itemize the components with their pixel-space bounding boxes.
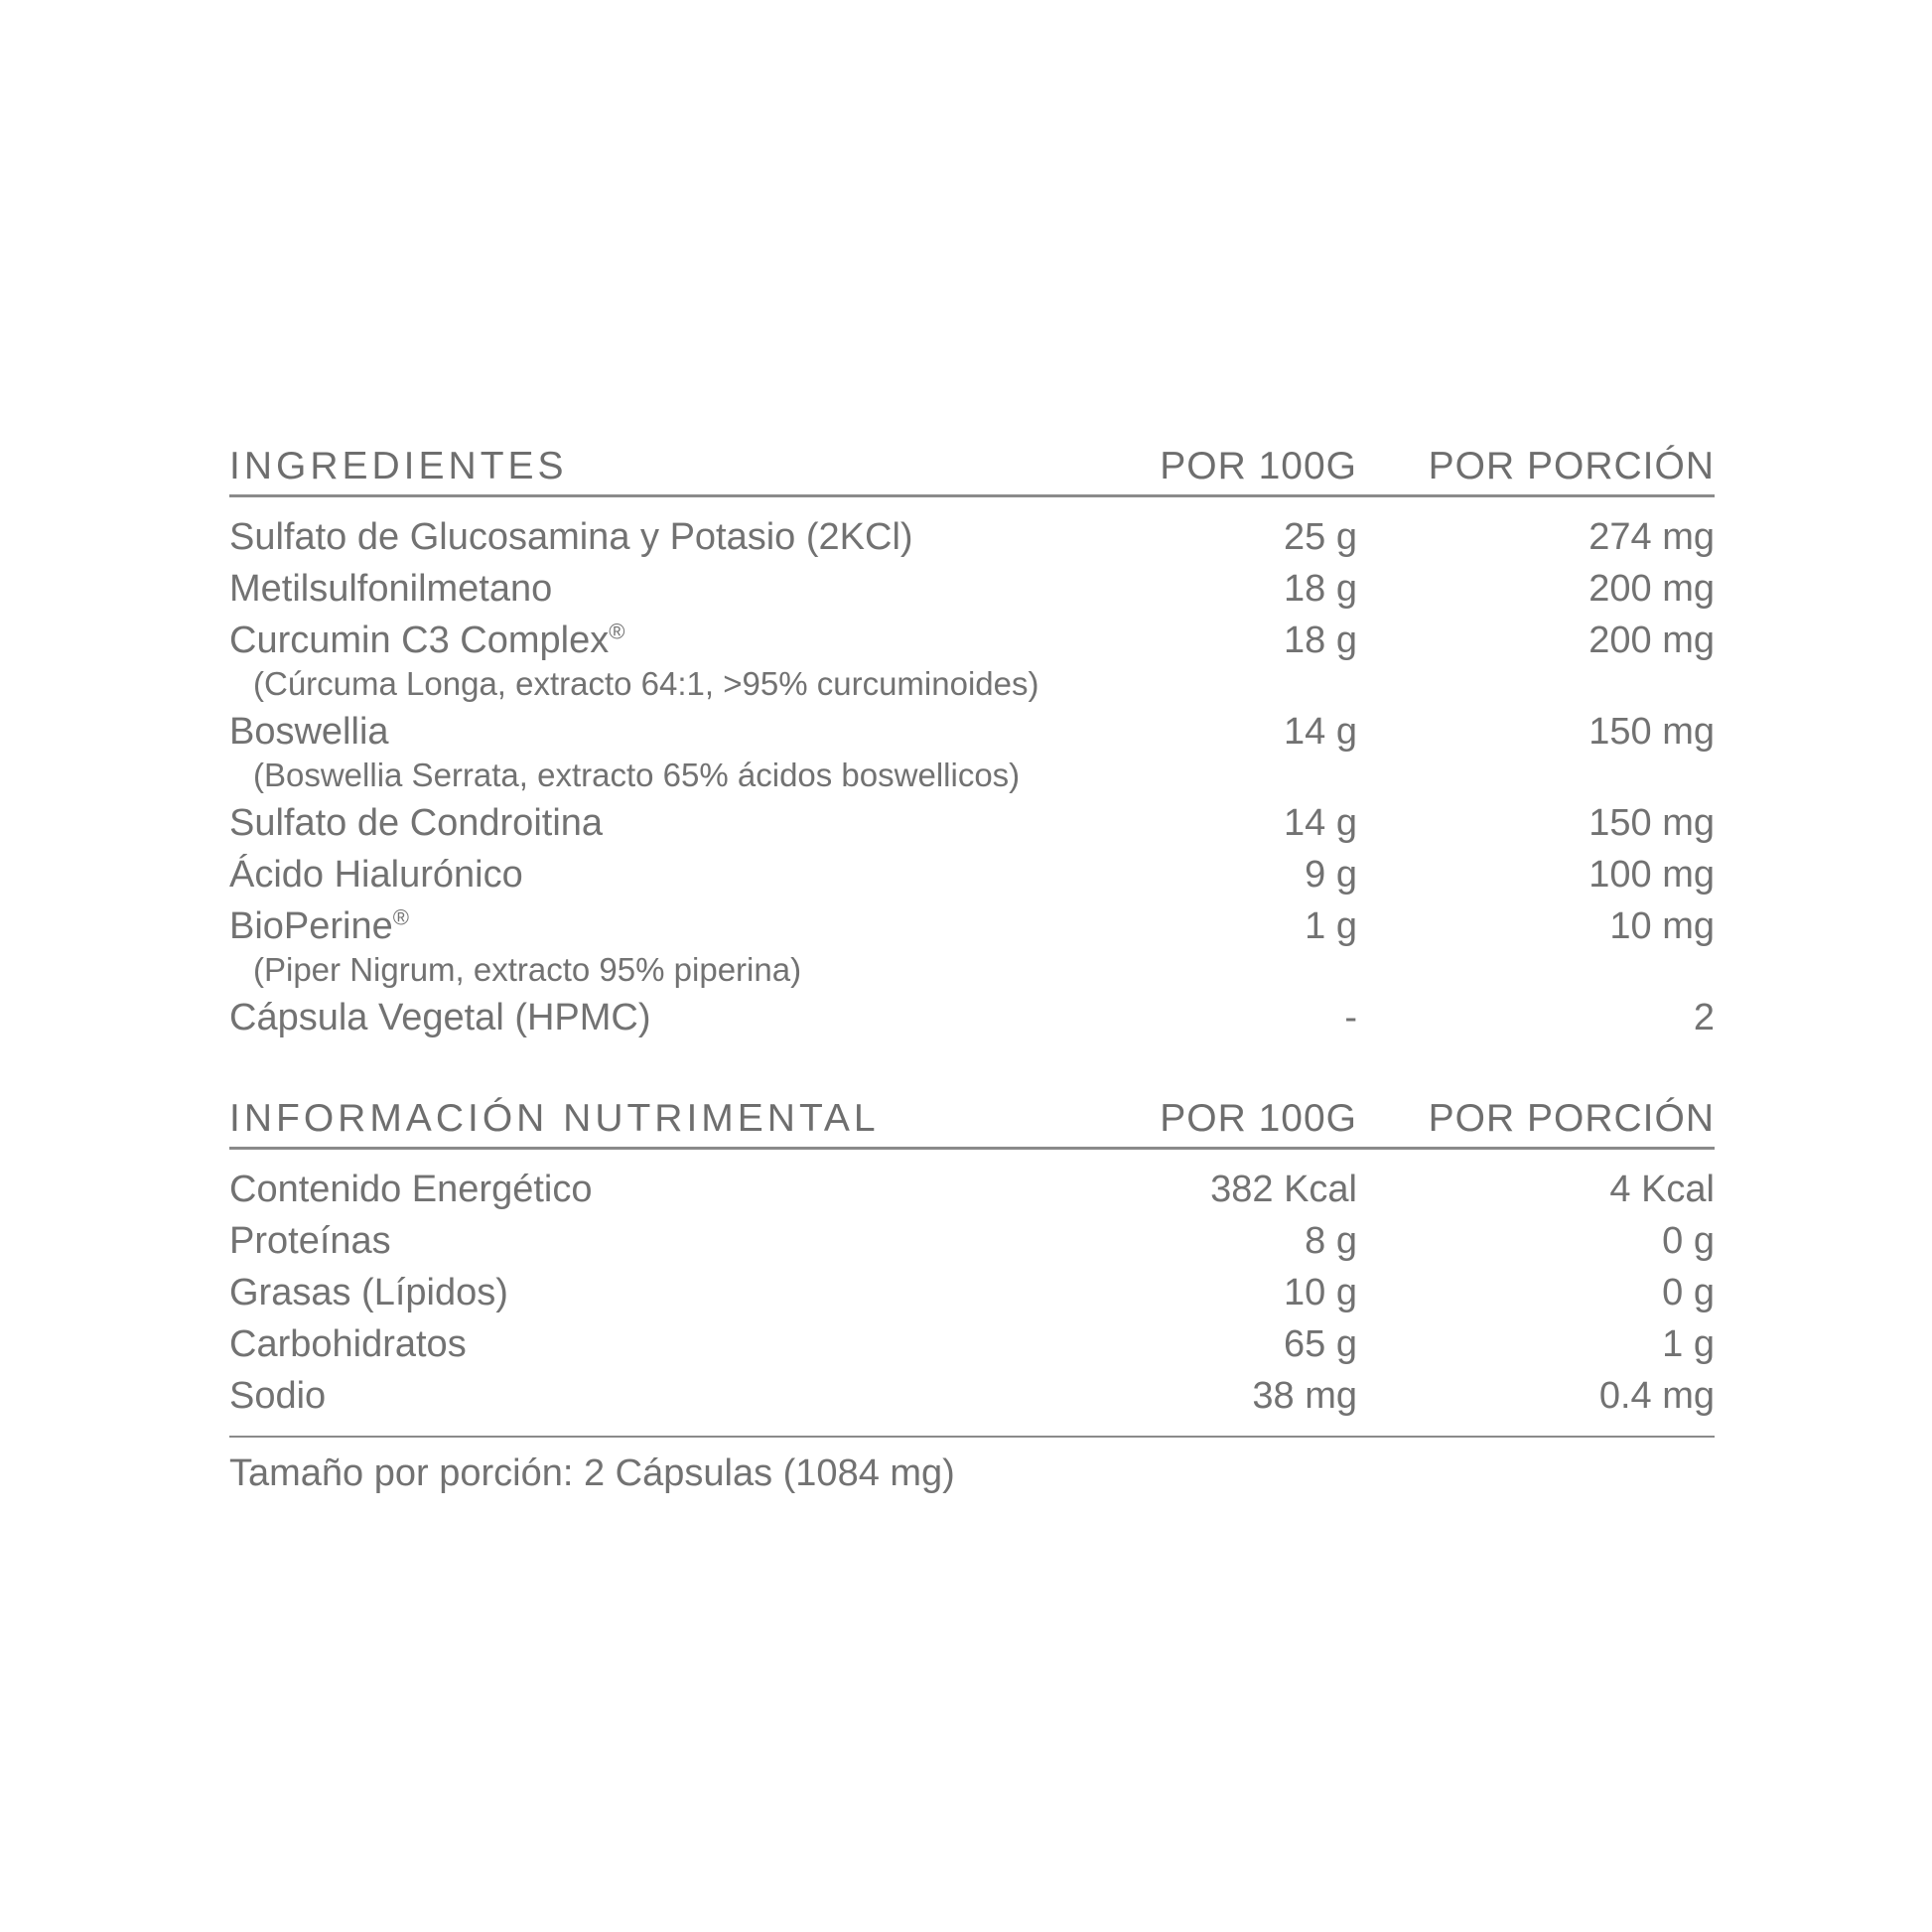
ingredient-name: Cápsula Vegetal (HPMC) [229, 997, 651, 1038]
table-row [229, 706, 1715, 797]
table-row [229, 1267, 1715, 1318]
table-row [229, 1370, 1715, 1422]
value-per-serving: 200 mg [1588, 568, 1715, 610]
nutrition-title: INFORMACIÓN NUTRIMENTAL [229, 1097, 880, 1140]
value-per-100g: 14 g [1284, 802, 1357, 844]
table-row [229, 849, 1715, 900]
value-per-serving: 4 Kcal [1609, 1169, 1715, 1210]
ingredients-col-per-serving: POR PORCIÓN [1428, 445, 1715, 487]
table-row [229, 1215, 1715, 1267]
value-per-serving: 150 mg [1588, 802, 1715, 844]
value-per-100g: 14 g [1284, 711, 1357, 753]
value-per-serving: 10 mg [1609, 905, 1715, 947]
ingredient-name: Sulfato de Condroitina [229, 802, 604, 844]
nutrition-col-per-100g: POR 100G [1160, 1097, 1357, 1140]
nutrient-name: Proteínas [229, 1220, 391, 1262]
value-per-100g: 382 Kcal [1210, 1169, 1357, 1210]
ingredient-name: Curcumin C3 Complex® [229, 619, 625, 661]
ingredient-name: BioPerine® [229, 904, 409, 947]
ingredient-name: Sulfato de Glucosamina y Potasio (2KCl) [229, 516, 913, 558]
value-per-serving: 2 [1693, 997, 1715, 1038]
registered-mark: ® [609, 619, 625, 644]
table-row [229, 992, 1715, 1043]
nutrition-header [229, 1089, 1715, 1150]
ingredient-description: (Piper Nigrum, extracto 95% piperina) [253, 951, 802, 988]
value-per-100g: 65 g [1284, 1323, 1357, 1365]
nutrition-table [229, 1150, 1715, 1422]
table-row [229, 563, 1715, 615]
ingredient-description: (Cúrcuma Longa, extracto 64:1, >95% curcuminoides) [253, 665, 1039, 702]
table-row [229, 1318, 1715, 1370]
ingredients-col-per-100g: POR 100G [1160, 445, 1357, 487]
ingredients-table [229, 497, 1715, 1043]
ingredients-title: INGREDIENTES [229, 445, 568, 487]
table-row [229, 797, 1715, 849]
value-per-serving: 150 mg [1588, 711, 1715, 753]
nutrition-col-per-serving: POR PORCIÓN [1428, 1097, 1715, 1140]
value-per-100g: 8 g [1305, 1220, 1357, 1262]
value-per-100g: 18 g [1284, 620, 1357, 661]
table-row [229, 511, 1715, 563]
nutrient-name: Sodio [229, 1375, 327, 1417]
ingredient-name: Boswellia [229, 711, 389, 753]
value-per-serving: 1 g [1662, 1323, 1715, 1365]
ingredient-description: (Boswellia Serrata, extracto 65% ácidos boswellicos) [253, 757, 1021, 793]
table-row [229, 1164, 1715, 1215]
registered-mark: ® [392, 904, 409, 930]
section-spacer [229, 1043, 1715, 1089]
value-per-100g: 1 g [1305, 905, 1357, 947]
table-row [229, 615, 1715, 706]
value-per-serving: 274 mg [1588, 516, 1715, 558]
value-per-100g: 10 g [1284, 1272, 1357, 1313]
value-per-serving: 100 mg [1588, 854, 1715, 896]
value-per-serving: 0 g [1662, 1272, 1715, 1313]
ingredient-name: Ácido Hialurónico [229, 854, 523, 896]
ingredients-header [229, 437, 1715, 497]
value-per-100g: 18 g [1284, 568, 1357, 610]
value-per-serving: 200 mg [1588, 620, 1715, 661]
value-per-100g: - [1344, 997, 1357, 1038]
nutrient-name: Carbohidratos [229, 1323, 467, 1365]
supplement-facts-panel [229, 437, 1715, 1501]
table-row [229, 900, 1715, 992]
serving-size-note: Tamaño por porción: 2 Cápsulas (1084 mg) [229, 1452, 955, 1494]
value-per-100g: 9 g [1305, 854, 1357, 896]
nutrient-name: Contenido Energético [229, 1169, 593, 1210]
nutrient-name: Grasas (Lípidos) [229, 1272, 508, 1313]
value-per-100g: 38 mg [1252, 1375, 1357, 1417]
value-per-serving: 0 g [1662, 1220, 1715, 1262]
value-per-serving: 0.4 mg [1598, 1375, 1715, 1417]
value-per-100g: 25 g [1284, 516, 1357, 558]
ingredient-name: Metilsulfonilmetano [229, 568, 553, 610]
